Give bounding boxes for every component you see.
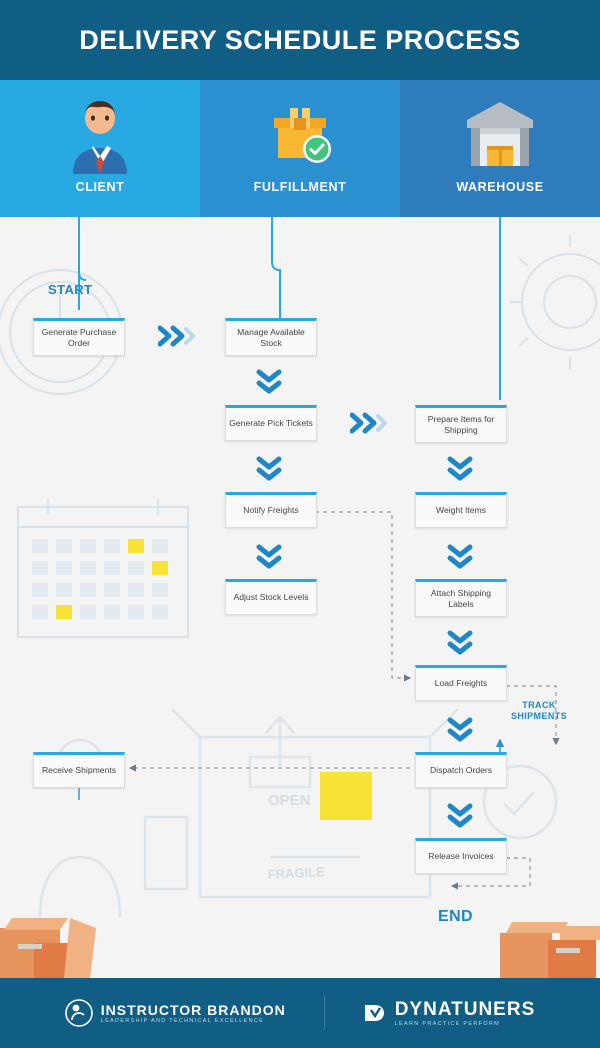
footer-brand-left-title: INSTRUCTOR BRANDON bbox=[100, 1002, 286, 1018]
chevron-down-icon-f3 bbox=[256, 543, 282, 569]
node-adjust-stock-levels[interactable]: Adjust Stock Levels bbox=[225, 579, 317, 615]
instructor-logo-icon bbox=[65, 999, 93, 1027]
start-label: START bbox=[48, 282, 93, 297]
node-release-invoices[interactable]: Release Invoices bbox=[415, 838, 507, 874]
node-manage-available-stock[interactable]: Manage Available Stock bbox=[225, 318, 317, 356]
node-dispatch-orders[interactable]: Dispatch Orders bbox=[415, 752, 507, 788]
footer-divider bbox=[324, 996, 325, 1030]
chevron-down-icon-w3 bbox=[447, 629, 473, 655]
footer-brand-right-tagline: LEARN PRACTICE PERFORM bbox=[394, 1021, 501, 1027]
svg-text:FRAGILE: FRAGILE bbox=[267, 864, 326, 882]
column-label-warehouse: WAREHOUSE bbox=[456, 180, 544, 194]
chevron-down-icon-w2 bbox=[447, 543, 473, 569]
node-generate-pick-tickets[interactable]: Generate Pick Tickets bbox=[225, 405, 317, 441]
chevron-down-icon-w4 bbox=[447, 716, 473, 742]
footer-brand-right-title: DYNATUNERS bbox=[394, 999, 536, 1020]
page-footer bbox=[0, 978, 600, 1048]
svg-text:OPEN: OPEN bbox=[268, 792, 311, 809]
node-weight-items[interactable]: Weight Items bbox=[415, 492, 507, 528]
chevron-down-icon-f1 bbox=[256, 368, 282, 394]
chevron-down-icon-w1 bbox=[447, 455, 473, 481]
chevron-down-icon-w5 bbox=[447, 802, 473, 828]
footer-brand-right bbox=[363, 999, 536, 1027]
column-label-client: CLIENT bbox=[75, 180, 125, 194]
chevron-right-icon-2 bbox=[350, 412, 390, 434]
node-load-freights[interactable]: Load Freights bbox=[415, 665, 507, 701]
node-prepare-items-for-shipping[interactable]: Prepare Items for Shipping bbox=[415, 405, 507, 443]
node-receive-shipments[interactable]: Receive Shipments bbox=[33, 752, 125, 788]
column-label-fulfillment: FULFILLMENT bbox=[253, 180, 347, 194]
node-generate-purchase-order[interactable]: Generate Purchase Order bbox=[33, 318, 125, 356]
page-title: DELIVERY SCHEDULE PROCESS bbox=[79, 24, 521, 55]
track-shipments-label-line2: SHIPMENTS bbox=[510, 711, 568, 721]
chevron-down-icon-f2 bbox=[256, 455, 282, 481]
track-shipments-label-line1: TRACK bbox=[522, 700, 556, 710]
node-attach-shipping-labels[interactable]: Attach Shipping Labels bbox=[415, 579, 507, 617]
footer-brand-left bbox=[65, 999, 286, 1027]
node-notify-freights[interactable]: Notify Freights bbox=[225, 492, 317, 528]
dynatuners-logo-icon bbox=[363, 1001, 387, 1025]
end-label: END bbox=[438, 908, 473, 925]
footer-brand-left-tagline: LEADERSHIP AND TECHNICAL EXCELLENCE bbox=[100, 1018, 265, 1024]
chevron-right-icon-1 bbox=[158, 325, 198, 347]
